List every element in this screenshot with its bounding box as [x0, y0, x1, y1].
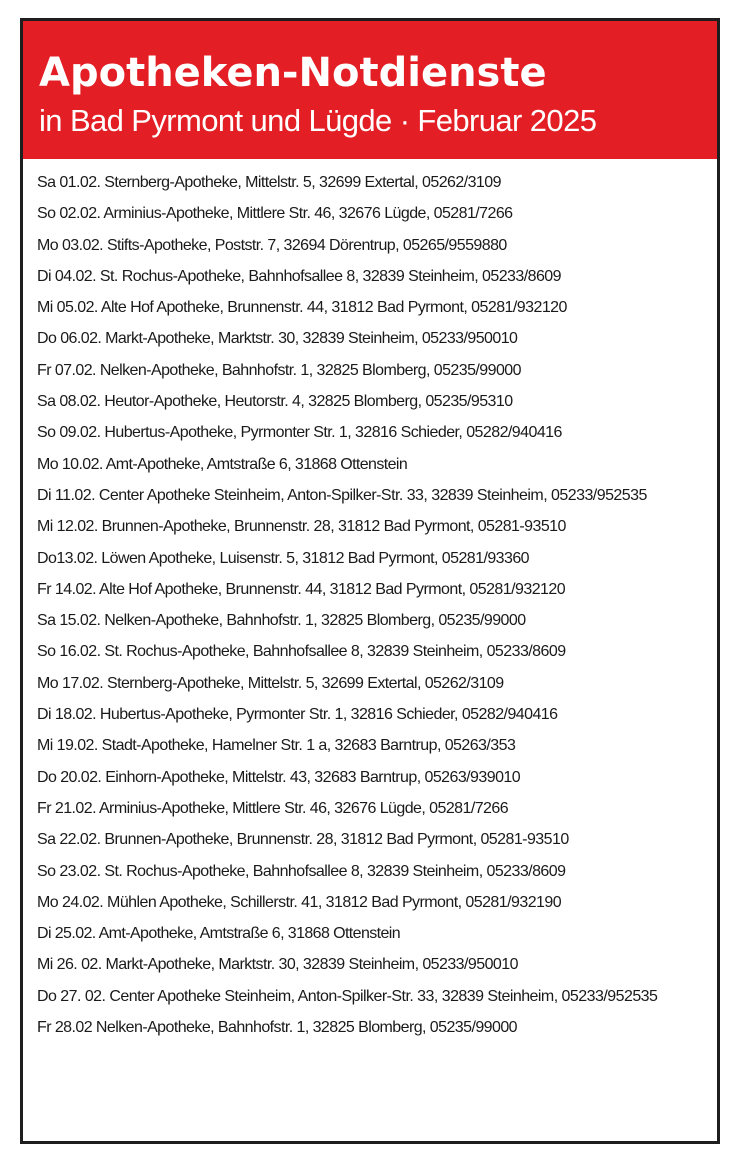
list-item: Mo 10.02. Amt-Apotheke, Amtstraße 6, 31868 Ottenstein	[37, 455, 408, 473]
list-item: So 23.02. St. Rochus-Apotheke, Bahnhofsallee 8, 32839 Steinheim, 05233/8609	[37, 862, 566, 880]
list-item: Sa 15.02. Nelken-Apotheke, Bahnhofstr. 1, 32825 Blomberg, 05235/99000	[37, 612, 526, 630]
list-item: Do 27. 02. Center Apotheke Steinheim, Anton-Spilker-Str. 33, 32839 Steinheim, 05233/952535	[37, 987, 658, 1005]
list-item: So 09.02. Hubertus-Apotheke, Pyrmonter Str. 1, 32816 Schieder, 05282/940416	[37, 424, 562, 442]
list-item: Sa 22.02. Brunnen-Apotheke, Brunnenstr. 28, 31812 Bad Pyrmont, 05281-93510	[37, 831, 569, 849]
list-item: Mo 24.02. Mühlen Apotheke, Schillerstr. 41, 31812 Bad Pyrmont, 05281/932190	[37, 893, 562, 911]
list-item: Fr 14.02. Alte Hof Apotheke, Brunnenstr. 44, 31812 Bad Pyrmont, 05281/932120	[37, 580, 566, 598]
list-item: Sa 01.02. Sternberg-Apotheke, Mittelstr. 5, 32699 Extertal, 05262/3109	[37, 174, 501, 191]
duty-schedule-list	[23, 159, 717, 1043]
list-item: Do13.02. Löwen Apotheke, Luisenstr. 5, 31812 Bad Pyrmont, 05281/93360	[37, 549, 530, 567]
list-item: Mi 26. 02. Markt-Apotheke, Marktstr. 30, 32839 Steinheim, 05233/950010	[37, 956, 518, 974]
page-title: Apotheken-Notdienste	[39, 50, 547, 96]
list-item: Fr 07.02. Nelken-Apotheke, Bahnhofstr. 1, 32825 Blomberg, 05235/99000	[37, 361, 521, 379]
list-item: So 16.02. St. Rochus-Apotheke, Bahnhofsallee 8, 32839 Steinheim, 05233/8609	[37, 643, 566, 661]
list-item: Mo 03.02. Stifts-Apotheke, Poststr. 7, 32694 Dörentrup, 05265/9559880	[37, 236, 507, 254]
list-item: Mi 12.02. Brunnen-Apotheke, Brunnenstr. 28, 31812 Bad Pyrmont, 05281-93510	[37, 518, 566, 536]
list-item: Di 11.02. Center Apotheke Steinheim, Anton-Spilker-Str. 33, 32839 Steinheim, 05233/952535	[37, 486, 647, 504]
notice-frame	[20, 18, 720, 1144]
list-item: Do 06.02. Markt-Apotheke, Marktstr. 30, 32839 Steinheim, 05233/950010	[37, 330, 518, 348]
list-item: Fr 21.02. Arminius-Apotheke, Mittlere Str. 46, 32676 Lügde, 05281/7266	[37, 799, 509, 817]
list-item: Do 20.02. Einhorn-Apotheke, Mittelstr. 43, 32683 Barntrup, 05263/939010	[37, 768, 521, 786]
header-banner	[23, 21, 717, 159]
list-item: Sa 08.02. Heutor-Apotheke, Heutorstr. 4, 32825 Blomberg, 05235/95310	[37, 393, 513, 411]
list-item: Mi 05.02. Alte Hof Apotheke, Brunnenstr. 44, 31812 Bad Pyrmont, 05281/932120	[37, 299, 567, 317]
page-subtitle: in Bad Pyrmont und Lügde · Februar 2025	[39, 103, 597, 138]
list-item: Fr 28.02 Nelken-Apotheke, Bahnhofstr. 1, 32825 Blomberg, 05235/99000	[37, 1019, 517, 1037]
list-item: Mo 17.02. Sternberg-Apotheke, Mittelstr. 5, 32699 Extertal, 05262/3109	[37, 674, 504, 692]
list-item: So 02.02. Arminius-Apotheke, Mittlere Str. 46, 32676 Lügde, 05281/7266	[37, 205, 513, 223]
list-item: Di 18.02. Hubertus-Apotheke, Pyrmonter Str. 1, 32816 Schieder, 05282/940416	[37, 706, 558, 724]
list-item: Di 25.02. Amt-Apotheke, Amtstraße 6, 31868 Ottenstein	[37, 925, 401, 943]
list-item: Mi 19.02. Stadt-Apotheke, Hamelner Str. 1 a, 32683 Barntrup, 05263/353	[37, 737, 516, 755]
list-item: Di 04.02. St. Rochus-Apotheke, Bahnhofsallee 8, 32839 Steinheim, 05233/8609	[37, 267, 561, 285]
